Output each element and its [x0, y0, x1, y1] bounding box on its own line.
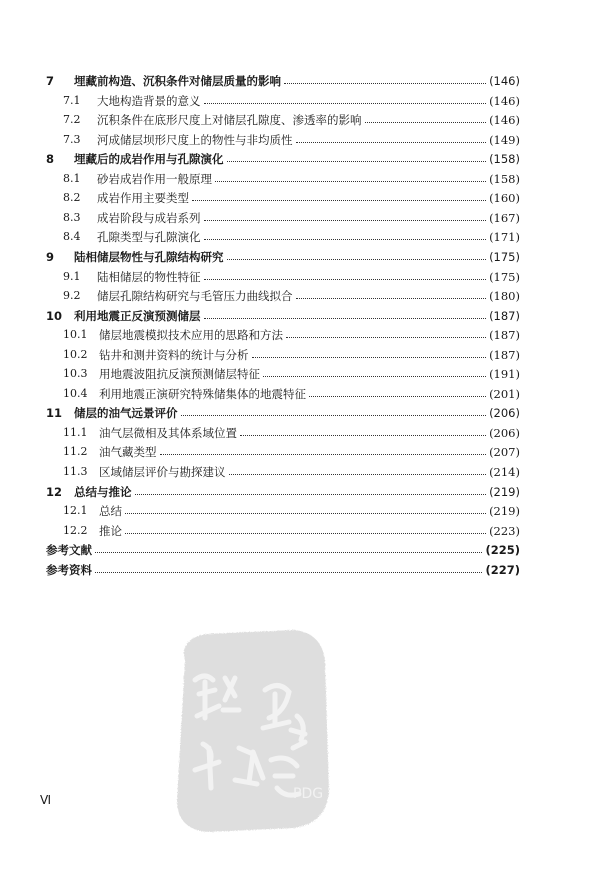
toc-entry-page: (180) [489, 289, 520, 304]
toc-entry-page: (214) [489, 465, 520, 479]
toc-entry-page: (167) [489, 210, 520, 225]
toc-entry-page: (227) [485, 562, 520, 577]
dot-leader [204, 238, 487, 240]
dot-leader [365, 121, 487, 123]
toc-entry-number: 10.1 [63, 328, 88, 342]
toc-entry-title: 埋藏前构造、沉积条件对储层质量的影响 [74, 74, 281, 88]
toc-entry-title: 河成储层坝形尺度上的物性与非均质性 [97, 132, 293, 147]
toc-chapter-entry[interactable] [0, 149, 520, 169]
toc-entry-page: (219) [489, 484, 520, 499]
toc-entry-title: 沉积条件在底形尺度上对储层孔隙度、渗透率的影响 [97, 113, 362, 128]
dot-leader [204, 317, 487, 319]
toc-section-entry[interactable] [0, 130, 520, 150]
dot-leader [95, 571, 482, 573]
toc-entry-page: (207) [489, 445, 520, 460]
toc-entry-title: 油气藏类型 [99, 445, 157, 460]
toc-entry-number: 8.4 [63, 230, 81, 244]
toc-backmatter-entry[interactable] [0, 540, 520, 560]
toc-entry-number: 12 [46, 484, 63, 499]
dot-leader [286, 336, 486, 338]
library-seal-watermark [165, 620, 335, 840]
toc-entry-title: 陆相储层物性与孔隙结构研究 [74, 249, 224, 264]
toc-section-entry[interactable] [0, 423, 520, 443]
toc-section-entry[interactable] [0, 286, 520, 306]
toc-section-entry[interactable] [0, 462, 520, 482]
toc-entry-number: 7 [46, 74, 55, 88]
toc-entry-page: (158) [489, 171, 520, 186]
toc-entry-page: (219) [489, 504, 520, 519]
toc-entry-title: 区域储层评价与勘探建议 [99, 465, 226, 479]
toc-section-entry[interactable] [0, 325, 520, 345]
toc-entry-title: 储层地震模拟技术应用的思路和方法 [99, 328, 283, 343]
toc-entry-title: 陆相储层的物性特征 [97, 269, 201, 284]
toc-entry-page: (158) [489, 152, 520, 167]
toc-section-entry[interactable] [0, 345, 520, 365]
toc-entry-title: 参考资料 [46, 562, 92, 577]
toc-entry-number: 10.4 [63, 386, 88, 400]
dot-leader [95, 551, 482, 553]
dot-leader [204, 278, 487, 280]
dot-leader [192, 199, 486, 201]
toc-entry-page: (206) [489, 406, 520, 421]
dot-leader [125, 532, 486, 534]
toc-section-entry[interactable] [0, 521, 520, 541]
toc-entry-number: 7.1 [63, 93, 81, 107]
dot-leader [204, 219, 487, 221]
toc-entry-title: 利用地震正演研究特殊储集体的地震特征 [99, 386, 306, 401]
toc-section-entry[interactable] [0, 208, 520, 228]
dot-leader [263, 375, 486, 377]
toc-entry-number: 9.2 [63, 289, 81, 303]
toc-entry-page: (225) [485, 543, 520, 558]
toc-entry-number: 12.2 [63, 523, 88, 537]
toc-entry-number: 11.2 [63, 445, 88, 459]
toc-entry-title: 参考文献 [46, 543, 92, 558]
toc-backmatter-entry[interactable] [0, 560, 520, 580]
dot-leader [135, 493, 487, 495]
toc-section-entry[interactable] [0, 169, 520, 189]
toc-entry-page: (146) [489, 113, 520, 128]
toc-entry-title: 钻井和测井资料的统计与分析 [99, 347, 249, 362]
toc-section-entry[interactable] [0, 110, 520, 130]
dot-leader [296, 297, 487, 299]
toc-section-entry[interactable] [0, 384, 520, 404]
dot-leader [215, 180, 486, 182]
dot-leader [296, 141, 487, 143]
toc-entry-page: (223) [489, 523, 520, 538]
toc-entry-page: (206) [489, 425, 520, 440]
dot-leader [240, 434, 486, 436]
toc-entry-number: 11 [46, 406, 63, 421]
toc-entry-page: (191) [489, 367, 520, 382]
toc-entry-page: (175) [489, 269, 520, 284]
seal-text: PDG [293, 786, 324, 802]
toc-section-entry[interactable] [0, 501, 520, 521]
toc-entry-title: 推论 [99, 523, 122, 538]
toc-entry-number: 9 [46, 249, 55, 264]
toc-entry-title: 储层的油气远景评价 [74, 406, 178, 421]
toc-entry-number: 10.3 [63, 367, 88, 381]
toc-chapter-entry[interactable] [0, 247, 520, 267]
toc-entry-page: (187) [489, 308, 520, 323]
toc-chapter-entry[interactable] [0, 403, 520, 423]
toc-entry-number: 12.1 [63, 504, 88, 518]
toc-entry-page: (171) [489, 230, 520, 245]
toc-section-entry[interactable] [0, 227, 520, 247]
dot-leader [309, 395, 486, 397]
toc-entry-number: 10.2 [63, 347, 88, 361]
toc-entry-title: 埋藏后的成岩作用与孔隙演化 [74, 152, 224, 167]
toc-entry-number: 8 [46, 152, 55, 167]
toc-entry-page: (201) [489, 386, 520, 401]
toc-section-entry[interactable] [0, 188, 520, 208]
toc-entry-number: 11.3 [63, 465, 88, 478]
dot-leader [284, 82, 486, 84]
toc-entry-number: 7.3 [63, 132, 81, 146]
dot-leader [204, 102, 487, 104]
dot-leader [227, 160, 487, 162]
toc-entry-title: 利用地震正反演预测储层 [74, 308, 201, 323]
toc-entry-title: 成岩作用主要类型 [97, 191, 189, 206]
toc-chapter-entry[interactable] [0, 482, 520, 502]
toc-entry-title: 总结与推论 [74, 484, 132, 499]
toc-chapter-entry[interactable] [0, 71, 520, 91]
dot-leader [181, 414, 487, 416]
toc-entry-number: 8.1 [63, 171, 81, 185]
dot-leader [160, 453, 487, 455]
toc-section-entry[interactable] [0, 267, 520, 287]
toc-entry-page: (146) [489, 74, 520, 88]
toc-entry-page: (175) [489, 249, 520, 264]
toc-entry-number: 8.3 [63, 210, 81, 224]
page-number: Ⅵ [40, 793, 52, 807]
toc-chapter-entry[interactable] [0, 306, 520, 326]
toc-entry-page: (146) [489, 93, 520, 108]
toc-entry-number: 9.1 [63, 269, 81, 283]
toc-entry-title: 砂岩成岩作用一般原理 [97, 171, 212, 186]
toc-section-entry[interactable] [0, 364, 520, 384]
toc-entry-title: 孔隙类型与孔隙演化 [97, 230, 201, 245]
toc-entry-title: 用地震波阻抗反演预测储层特征 [99, 367, 260, 382]
toc-entry-page: (149) [489, 132, 520, 147]
toc-entry-title: 储层孔隙结构研究与毛管压力曲线拟合 [97, 289, 293, 304]
dot-leader [229, 473, 487, 475]
toc-entry-title: 总结 [99, 504, 122, 519]
toc-entry-number: 7.2 [63, 113, 81, 127]
toc-entry-page: (187) [489, 328, 520, 343]
dot-leader [252, 356, 487, 358]
toc-section-entry[interactable] [0, 91, 520, 111]
dot-leader [227, 258, 487, 260]
toc-entry-page: (160) [489, 191, 520, 206]
toc-entry-page: (187) [489, 347, 520, 362]
dot-leader [125, 512, 486, 514]
toc-entry-title: 大地构造背景的意义 [97, 93, 201, 108]
toc-entry-number: 10 [46, 308, 63, 323]
toc-entry-number: 8.2 [63, 191, 81, 205]
toc-entry-title: 油气层微相及其体系域位置 [99, 425, 237, 440]
toc-entry-number: 11.1 [63, 425, 88, 439]
toc-section-entry[interactable] [0, 442, 520, 462]
toc-entry-title: 成岩阶段与成岩系列 [97, 210, 201, 225]
